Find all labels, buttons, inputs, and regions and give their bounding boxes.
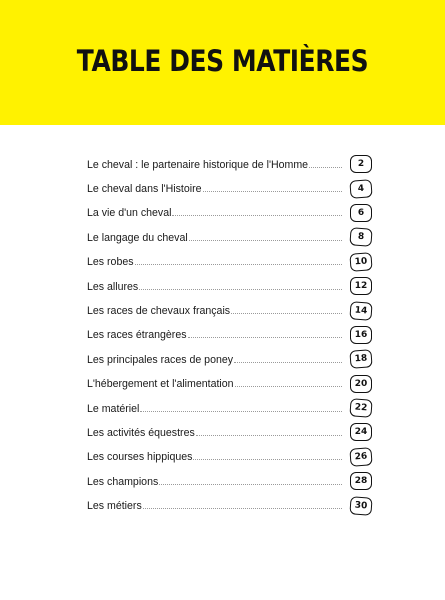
page-number-badge: 30 [349,496,372,515]
page-number-badge: 4 [349,179,372,198]
table-of-contents [87,152,372,518]
toc-entry[interactable] [87,493,372,517]
toc-entry-label: Les principales races de poney [87,353,234,366]
dot-leader [234,362,342,363]
page-number-badge: 20 [350,375,372,393]
toc-entry-label: Les métiers [87,500,142,513]
dot-leader [188,337,342,338]
dot-leader [235,386,342,387]
dot-leader [231,313,342,314]
dot-leader [193,459,342,460]
page-number-badge: 14 [349,301,372,320]
toc-entry[interactable] [87,250,372,274]
dot-leader [143,508,342,509]
toc-entry-label: La vie d'un cheval [87,207,172,220]
page-number-badge: 6 [350,204,372,222]
page-number-badge: 10 [349,252,372,271]
toc-entry-label: Le langage du cheval [87,231,188,244]
page-number-badge: 18 [349,350,372,369]
page-number-badge: 8 [349,228,372,247]
dot-leader [140,411,342,412]
toc-entry[interactable] [87,420,372,444]
toc-entry-label: Le cheval dans l'Histoire [87,183,202,196]
toc-entry[interactable] [87,225,372,249]
dot-leader [196,435,342,436]
page-number-badge: 2 [350,155,372,173]
toc-entry-label: Le cheval : le partenaire historique de l'Homme [87,158,309,171]
toc-entry-label: Les activités équestres [87,426,195,439]
toc-entry[interactable] [87,152,372,176]
toc-entry[interactable] [87,298,372,322]
dot-leader [189,240,342,241]
dot-leader [172,215,342,216]
page-number-badge: 22 [349,398,372,417]
dot-leader [203,191,343,192]
toc-entry-label: Les robes [87,256,134,269]
dot-leader [309,167,342,168]
toc-entry-label: Les allures [87,280,139,293]
page-number-badge: 26 [349,447,372,466]
toc-entry[interactable] [87,469,372,493]
toc-entry[interactable] [87,176,372,200]
toc-entry[interactable] [87,274,372,298]
page-number-badge: 12 [350,277,372,295]
page-number-badge: 28 [350,472,372,490]
toc-entry[interactable] [87,396,372,420]
toc-entry[interactable] [87,445,372,469]
toc-entry-label: Les races étrangères [87,329,187,342]
dot-leader [135,264,342,265]
toc-entry-label: Les champions [87,475,159,488]
dot-leader [139,289,342,290]
dot-leader [159,484,342,485]
toc-entry-label: Le matériel [87,402,140,415]
toc-entry[interactable] [87,323,372,347]
toc-entry[interactable] [87,372,372,396]
page-title: TABLE DES MATIÈRES [76,44,369,78]
toc-entry[interactable] [87,201,372,225]
toc-entry-label: Les courses hippiques [87,451,193,464]
page-number-badge: 24 [350,423,372,441]
toc-entry[interactable] [87,347,372,371]
page-number-badge: 16 [350,326,372,344]
toc-entry-label: L'hébergement et l'alimentation [87,378,234,391]
title-banner [0,0,445,125]
toc-entry-label: Les races de chevaux français [87,305,231,318]
